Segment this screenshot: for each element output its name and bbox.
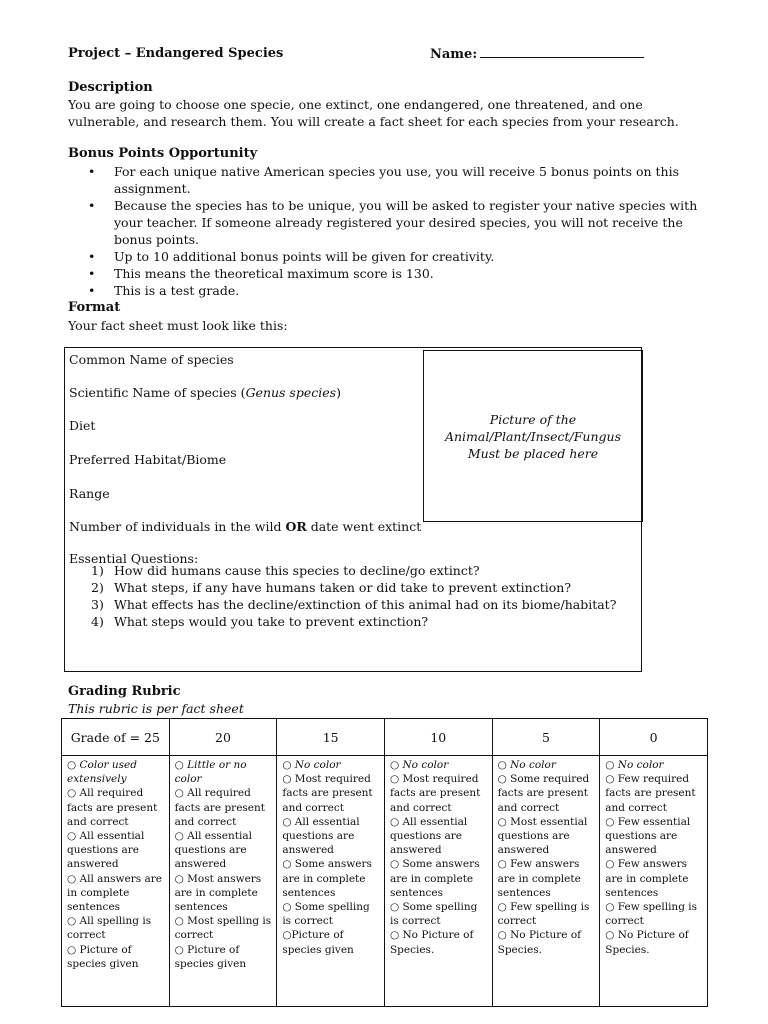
bonus-title: Bonus Points Opportunity: [68, 146, 258, 161]
rubric-criterion: ○ Some required facts are present and correct: [497, 773, 590, 814]
individuals-or: OR: [285, 519, 307, 534]
rubric-criterion: ○ Few essential questions are answered: [605, 815, 691, 857]
rubric-criterion: ○ Most required facts are present and correct: [282, 773, 373, 814]
scientific-name-prefix: Scientific Name of species (: [69, 385, 246, 400]
common-name-field: Common Name of species: [69, 352, 234, 367]
habitat-field: Preferred Habitat/Biome: [69, 452, 227, 467]
rubric-criterion: ○ Few answers are in complete sentences: [605, 858, 689, 899]
rubric-criterion: ○ Few required facts are present and correct: [605, 773, 696, 814]
rubric-header-5: 5: [492, 719, 600, 756]
question-number: 1): [91, 563, 104, 578]
rubric-criterion: ○ No Picture of Species.: [497, 929, 582, 956]
rubric-criterion: ○ Some answers are in complete sentences: [389, 858, 480, 899]
rubric-criterion: ○ No color: [497, 759, 556, 771]
rubric-criterion: ○ Picture of species given: [174, 943, 247, 970]
rubric-criterion: ○ All essential questions are answered: [389, 815, 468, 857]
question-number: 4): [91, 614, 104, 629]
essential-questions-list: [69, 562, 616, 630]
rubric-subtitle: This rubric is per fact sheet: [68, 701, 244, 716]
rubric-criterion: ○ No Picture of Species.: [389, 929, 474, 956]
question-number: 3): [91, 597, 104, 612]
diet-field: Diet: [69, 418, 96, 433]
rubric-criterion: ○ Some spelling is correct: [389, 901, 478, 928]
rubric-criterion: ○ Picture of species given: [67, 943, 139, 970]
rubric-cell-5: [492, 756, 600, 1007]
rubric-header-row: [62, 719, 708, 756]
question-text: How did humans cause this species to decline/go extinct?: [114, 563, 480, 578]
rubric-criterion: ○ Little or no color: [174, 759, 247, 786]
format-title: Format: [68, 300, 121, 315]
rubric-criterion: ○ Some spelling is correct: [282, 901, 370, 928]
bonus-item: • Up to 10 additional bonus points will be given for creativity.: [68, 248, 702, 265]
rubric-header-15: 15: [277, 719, 385, 756]
rubric-criterion: ○ Most required facts are present and correct: [389, 773, 481, 814]
bonus-item: • This is a test grade.: [68, 282, 702, 299]
fact-sheet-template: [64, 347, 642, 672]
bonus-list: [68, 163, 702, 299]
rubric-criterion: ○ All spelling is correct: [67, 915, 152, 942]
project-title: Project – Endangered Species: [68, 46, 284, 61]
rubric-criterion: ○ Most answers are in complete sentences: [174, 872, 262, 914]
rubric-criterion: ○ All essential questions are answered: [282, 815, 360, 857]
bonus-item: • This means the theoretical maximum score is 130.: [68, 265, 702, 282]
rubric-criterion: ○ Most essential questions are answered: [497, 815, 588, 857]
format-text: Your fact sheet must look like this:: [68, 318, 288, 333]
range-field: Range: [69, 486, 110, 501]
grading-rubric-table: [61, 718, 708, 1007]
rubric-cell-15: [277, 756, 385, 1007]
name-blank-line: [480, 46, 644, 58]
rubric-criterion: ○ Few spelling is correct: [605, 901, 697, 928]
question-text: What effects has the decline/extinction of this animal had on its biome/habitat?: [114, 597, 617, 612]
rubric-criterion: ○ Color used extensively: [67, 759, 137, 786]
individuals-prefix: Number of individuals in the wild: [69, 519, 286, 534]
rubric-criterion: ○ No color: [282, 759, 341, 771]
rubric-cell-10: [384, 756, 492, 1007]
bonus-item: • For each unique native American species you use, you will receive 5 bonus points on this assignment.: [68, 163, 702, 197]
scientific-name-field: [69, 385, 341, 400]
rubric-criterion: ○ All required facts are present and correct: [174, 787, 265, 828]
picture-placeholder: [423, 350, 643, 522]
rubric-cell-0: [600, 756, 708, 1007]
rubric-criterion: ○ All essential questions are answered: [67, 830, 145, 871]
rubric-criterion: ○ No Picture of Species.: [605, 929, 689, 956]
rubric-criterion: ○ All required facts are present and correct: [67, 787, 158, 828]
rubric-header-0: 0: [600, 719, 708, 756]
rubric-criterion: ○ Few spelling is correct: [497, 901, 590, 928]
picture-placeholder-text: Picture of the Animal/Plant/Insect/Fungus Must be placed here: [444, 411, 621, 461]
rubric-criterion: ○ Few answers are in complete sentences: [497, 858, 581, 899]
question-item: [69, 562, 616, 579]
description-text: You are going to choose one specie, one extinct, one endangered, one threatened, and one vulnerable, and research them. You will create a fact sheet for each species from your research.: [68, 97, 679, 129]
rubric-criterion: ○ All answers are in complete sentences: [67, 872, 162, 914]
rubric-cell-25: [62, 756, 170, 1007]
rubric-header-20: 20: [169, 719, 277, 756]
rubric-criteria-row: [62, 756, 708, 1007]
description-title: Description: [68, 80, 153, 95]
header: [68, 46, 708, 61]
individuals-suffix: date went extinct: [306, 519, 422, 534]
question-item: [69, 613, 616, 630]
scientific-name-italic: Genus species: [245, 385, 337, 400]
question-number: 2): [91, 580, 104, 595]
rubric-criterion: ○ Most spelling is correct: [174, 915, 272, 942]
rubric-criterion: ○ No color: [605, 759, 664, 771]
essential-questions-title: Essential Questions:: [69, 551, 199, 566]
scientific-name-suffix: ): [336, 385, 341, 400]
rubric-criterion: ○ No color: [389, 759, 449, 771]
question-item: [69, 579, 616, 596]
name-label: Name:: [430, 47, 478, 62]
rubric-title: Grading Rubric: [68, 684, 181, 699]
rubric-cell-20: [169, 756, 277, 1007]
bonus-item: • Because the species has to be unique, you will be asked to register your native species with your teacher. If someone already registered your desired species, you will not receive the bonus points.: [68, 197, 702, 248]
question-item: [69, 596, 616, 613]
rubric-criterion: ○ Some answers are in complete sentences: [282, 858, 372, 899]
rubric-header-10: 10: [384, 719, 492, 756]
rubric-header-25: Grade of = 25: [62, 719, 170, 756]
rubric-criterion: ○Picture of species given: [282, 929, 354, 956]
rubric-criterion: ○ All essential questions are answered: [174, 830, 252, 871]
question-text: What steps, if any have humans taken or did take to prevent extinction?: [114, 580, 572, 595]
individuals-field: [69, 519, 421, 534]
name-field: [430, 46, 644, 62]
question-text: What steps would you take to prevent extinction?: [114, 614, 429, 629]
